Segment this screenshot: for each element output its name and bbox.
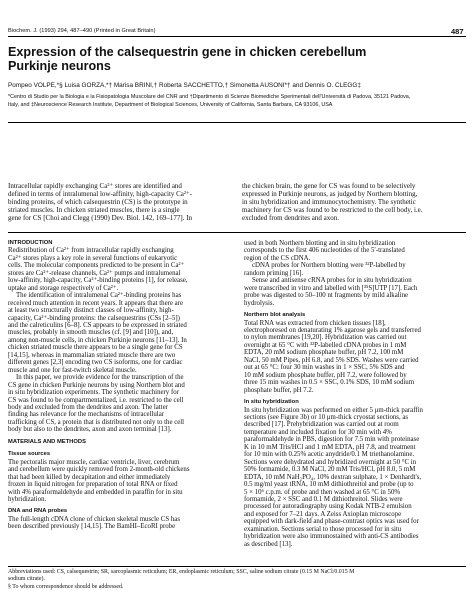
text-line: three 15 min washes in 0.5 × SSC, 0.1% SDS, 10 mM sodium	[244, 379, 415, 387]
abstract-line: expressed in Purkinje neurons, as judged by Northern blotting,	[242, 190, 418, 199]
text-line: to nylon membranes [19,20]. Hybridization was carried out	[244, 334, 407, 342]
text-line: The identification of intralumenal Ca²⁺-binding proteins has	[16, 292, 182, 300]
text-line: Sense and antisense cRNA probes for in situ hybridization	[252, 277, 412, 285]
text-line: The full-length cDNA clone of chicken skeletal muscle CS has	[8, 515, 180, 523]
text-line: muscle and one for fast-twitch skeletal muscle.	[8, 366, 137, 374]
section-heading: INTRODUCTION	[8, 240, 53, 246]
footnote-line: § To whom correspondence should be addressed.	[8, 583, 124, 590]
text-line: CS was found to be compartmentalized, i.e. restricted to the cell	[8, 396, 184, 404]
text-line: out at 65 °C: four 30 min washes in 1 × SSC, 5% SDS and	[244, 364, 405, 372]
text-line: 5 × 10⁶ c.p.m. of probe and then washed at 65 °C in 50%	[244, 488, 401, 496]
text-line: In situ hybridization was performed on either 5 μm-thick paraffin	[244, 406, 423, 414]
text-line: hybridization.	[8, 495, 47, 503]
text-line: trafficking of CS, a protein that is distributed not only to the cell	[8, 418, 185, 426]
text-line: for 10 min with 0.25% acetic anydride/0.1 M triethanolamine.	[244, 451, 415, 459]
text-line: been described previously [14,15]. The BamHI–EcoRI probe	[8, 523, 176, 531]
text-line: finding has relevance for the mechanisms of intracellular	[8, 411, 165, 419]
text-line: low-affinity, high-capacity, Ca²⁺-binding proteins [1], for release,	[8, 277, 188, 285]
journal-citation: Biochem. J. (1993) 294, 487–490 (Printed in Great Britain)	[8, 28, 156, 34]
text-line: stores are Ca²⁺-release channels, Ca²⁺ pumps and intralumenal	[8, 269, 181, 277]
body-column-left	[8, 240, 230, 531]
footnote-line: sodium citrate).	[8, 576, 45, 583]
affiliations	[8, 94, 466, 109]
title-line: Expression of the calsequestrin gene in chicken cerebellum	[8, 45, 367, 59]
abstract-line: binding proteins, of which calsequestrin (CS) is the prototype in	[8, 198, 188, 207]
footnote-line: Abbreviations used: CS, calsequestrin; SR, sarcoplasmic reticulum; ER, endoplasmic reticulum; SSC, saline sodium citrate (0.15 M NaCl/0.015 M	[8, 569, 355, 575]
text-line: among non-muscle cells, in chicken Purkinje neurons [11–13]. In	[8, 336, 187, 344]
section-heading: Northern blot analysis	[244, 312, 306, 319]
text-line: with 4% paraformaldehyde and embedded in paraffin for in situ	[8, 488, 183, 496]
text-line: 50% formamide, 0.3 M NaCl, 20 mM Tris/HCl, pH 8.0, 5 mM	[244, 466, 416, 474]
title-line: Purkinje neurons	[8, 58, 111, 73]
footnotes	[8, 569, 466, 591]
text-line: at least two structurally distinct classes of low-affinity, high-	[8, 307, 174, 315]
abstract-right	[242, 182, 466, 222]
page-number: 487	[451, 27, 464, 36]
body-column-right	[244, 240, 466, 548]
text-line: probe was digested to 50–100 nt fragments by mild alkaline	[244, 292, 409, 300]
text-line: different genes [2,3] encoding two CS isoforms, one for cardiac	[8, 359, 183, 367]
abstract-line: machinery for CS was found to be restricted to the cell body, i.e.	[242, 206, 423, 215]
section-heading: MATERIALS AND METHODS	[8, 438, 86, 445]
header-rule	[8, 36, 466, 37]
text-line: hydrolysis.	[244, 299, 275, 307]
text-line: overnight at 65 °C with ³²P-labelled cDNA probes in 1 mM	[244, 341, 407, 349]
text-line: K in 10 mM Tris/HCl and 1 mM EDTA, pH 7.8, and treatment	[244, 443, 416, 451]
text-line: were transcribed in vitro and labelled with [³⁵S]UTP [17]. Each	[244, 284, 418, 292]
text-line: processed for autoradiography using Kodak NTB-2 emulsion	[244, 503, 412, 511]
text-line: received much attention in recent years. It appears that there are	[8, 299, 183, 307]
affiliation-rule	[8, 122, 466, 123]
text-line: hybridization were also immunostained with anti-CS antibodies	[244, 533, 419, 541]
text-line: and the calreticulins [6–8]. CS appears to be expressed in striated	[8, 321, 187, 329]
text-line: EDTA, 10 mM NaH₂PO₄, 10% dextran sulphate, 1 × Denhardt's,	[244, 473, 422, 481]
text-line: phosphate buffer, pH 7.2.	[244, 386, 314, 394]
text-line: 0.5 mg/ml yeast tRNA, 10 mM dithiothreitol and probe (up to	[244, 481, 414, 489]
text-line: body and excluded from the dendrites and axon. The latter	[8, 403, 168, 411]
text-line: chicken striated muscle there appears to be a single gene for CS	[8, 344, 183, 352]
abstract-line: defined in terms of intralumenal low-affinity, high-capacity Ca²⁺-	[8, 190, 193, 199]
text-line: electrophoresed on denaturating 1% agarose gels and transferred	[244, 326, 421, 334]
text-line: body but also to the dendrites, axon and axon terminal [13].	[8, 426, 172, 434]
text-line: muscles, probably in smooth muscles (cf. [9] and [10]), and,	[8, 329, 174, 337]
text-line: [14,15], whereas in mammalian striated muscle there are two	[8, 351, 176, 359]
text-line: Redistribution of Ca²⁺ from intracellular rapidly exchanging	[8, 247, 174, 255]
text-line: Ca²⁺ stores plays a key role in several functions of eukaryotic	[8, 254, 178, 262]
text-line: cells. The molecular components predicted to be present in Ca²⁺	[8, 262, 185, 270]
text-line: that had been killed by decapitation and either immediately	[8, 473, 171, 481]
abstract-line: striated muscles. In chicken striated muscles, there is a single	[8, 206, 180, 215]
text-line: and cerebellum were quickly removed from 2-month-old chickens	[8, 466, 190, 474]
abstract-line: the chicken brain, the gene for CS was found to be selectively	[242, 182, 416, 190]
affiliation-line: Italy, and ‡Neuroscience Research Institute, Department of Biological Sciences, University of California, Santa Barbara, CA 93106, USA	[8, 101, 333, 108]
text-line: in situ hybridization experiments. The synthetic machinery for	[8, 389, 179, 397]
article-title	[8, 46, 448, 73]
author-list: Pompeo VOLPE,*§ Luisa GORZA,*† Marisa BRINI,† Roberta SACCHETTO,† Simonetta AUSONI*† and Dennis O. CLEGG‡	[8, 82, 361, 89]
footnote-rule	[8, 566, 466, 567]
abstract-line: excluded from dendrites and axon.	[242, 214, 339, 223]
abstract-line: Intracellular rapidly exchanging Ca²⁺ stores are identified and	[8, 182, 182, 190]
section-heading: DNA and RNA probes	[8, 508, 68, 515]
section-heading: Tissue sources	[8, 451, 51, 458]
text-line: sections (see Figure 3b) or 10 μm-thick cryostat sections, as	[244, 413, 409, 421]
text-line: random priming [16].	[244, 269, 304, 277]
text-line: Total RNA was extracted from chicken tissues [18],	[244, 319, 386, 327]
text-line: examination. Sections serial to those processed for in situ	[244, 525, 402, 533]
text-line: used in both Northern blotting and in situ hybridization	[244, 240, 396, 247]
text-line: paraformaldehyde in PBS, digestion for 7.5 min with proteinase	[244, 436, 420, 444]
text-line: In this paper, we provide evidence for the transcription of the	[16, 374, 184, 382]
text-line: frozen in liquid nitrogen for preparation of total RNA or fixed	[8, 481, 178, 489]
text-line: 10 mM sodium phosphate buffer, pH 7.2, were followed by	[244, 371, 407, 379]
text-line: cDNA probes for Northern blotting were ³²P-labelled by	[252, 262, 406, 270]
text-line: The pectoralis major muscle, cardiac ventricle, liver, cerebrum	[8, 458, 180, 466]
text-line: corresponds to the first 406 nucleotides of the 5′-translated	[244, 247, 405, 255]
abstract-rule	[8, 232, 466, 233]
text-line: EDTA, 20 mM sodium phosphate buffer, pH 7.2, 100 mM	[244, 349, 404, 357]
text-line: as described [13].	[244, 540, 293, 548]
text-line: formamide, 2 × SSC and 0.1 M dithiothreitol. Slides were	[244, 495, 403, 503]
text-line: and exposed for 7–21 days. A Zeiss Axioplan microscope	[244, 510, 402, 518]
text-line: equipped with dark-field and phase-contrast optics was used for	[244, 518, 419, 526]
text-line: region of the CS cDNA.	[244, 254, 311, 262]
text-line: uptake and storage respectively of Ca²⁺.	[8, 284, 119, 292]
text-line: NaCl, 50 mM Pipes, pH 6.8, and 5% SDS. Washes were carried	[244, 356, 419, 364]
abstract-left	[8, 182, 232, 222]
text-line: CS gene in chicken Purkinje neurons by using Northern blot and	[8, 381, 185, 389]
text-line: capacity, Ca²⁺-binding proteins: the calsequestrins (CSs [2–5])	[8, 314, 180, 322]
section-heading: In situ hybridization	[244, 399, 299, 406]
affiliation-line: *Centro di Studio per la Biologia e la Fisiopatologia Muscolare del CNR and †Dipartimento di Scienze Biomediche Sperimentali dell'Università di Padova, 35121 Padova,	[8, 94, 411, 100]
text-line: temperature and included fixation for 30 min with 4%	[244, 428, 392, 436]
text-line: described [17]. Prehybridization was carried out at room	[244, 421, 399, 429]
text-line: Sections were dehydrated and hybridized overnight at 50 °C in	[244, 458, 417, 466]
abstract-line: in situ hybridization and immunocytochemistry. The synthetic	[242, 198, 416, 207]
abstract-line: gene for CS [Choi and Clegg (1990) Dev. Biol. 142, 169–177]. In	[8, 214, 193, 223]
